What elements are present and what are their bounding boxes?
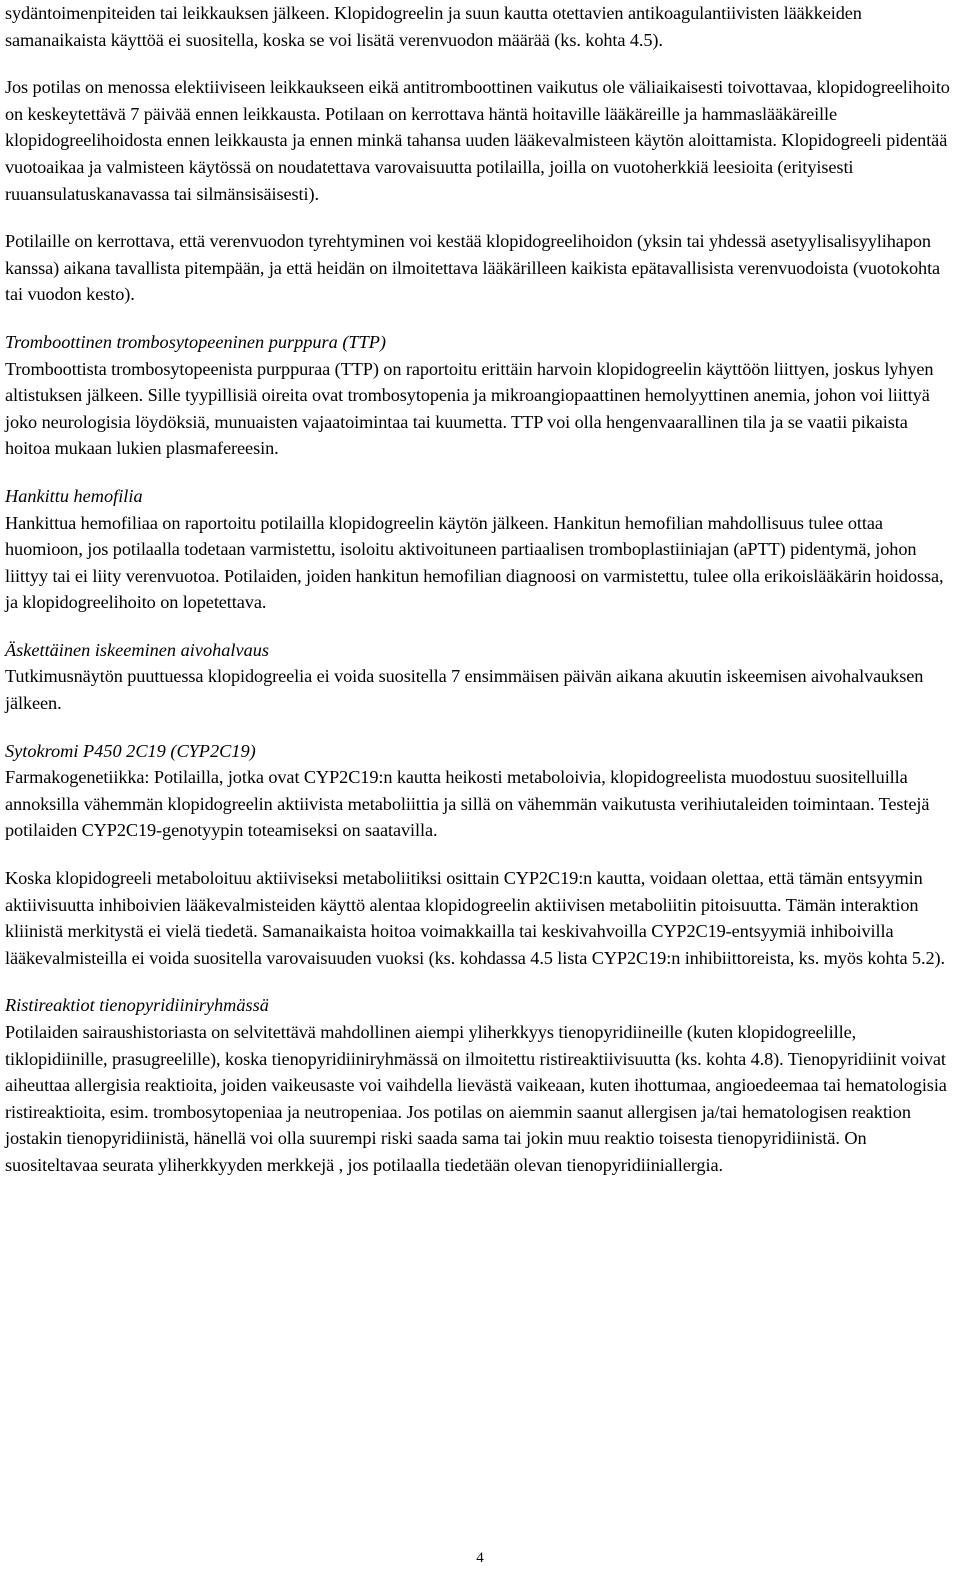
section-cross-reactivity <box>5 992 955 1178</box>
section-body: Tutkimusnäytön puuttuessa klopidogreelia ei voida suositella 7 ensimmäisen päivän aikana akuutin iskeemisen aivohalvauksen jälkeen. <box>5 666 924 714</box>
section-heading: Sytokromi P450 2C19 (CYP2C19) <box>5 740 256 761</box>
section-heading: Hankittu hemofilia <box>5 485 143 506</box>
section-acquired-hemophilia <box>5 483 955 616</box>
section-ttp <box>5 329 955 462</box>
paragraph-bleeding-intro: sydäntoimenpiteiden tai leikkauksen jälkeen. Klopidogreelin ja suun kautta otettavien antikoagulantiivisten lääkkeiden samanaikaista käyttöä ei suositella, koska se voi lisätä verenvuodon määrää (ks. kohta 4.5). <box>5 3 862 50</box>
document-page <box>5 0 955 1200</box>
section-heading: Tromboottinen trombosytopeeninen purppura (TTP) <box>5 331 387 352</box>
section-body: Tromboottista trombosytopeenista purppuraa (TTP) on raportoitu erittäin harvoin klopidogreelin käyttöön liittyen, joskus lyhyen altistuksen jälkeen. Sille tyypillisiä oireita ovat trombosytopenia ja mikroangiopaattinen hemolyyttinen anemia, johon voi liittyä joko neurologisia löydöksiä, munuaisten vajaatoimintaa tai kuumetta. TTP voi olla hengenvaarallinen tila ja se vaatii pikaista hoitoa mukaan lukien plasmafereesin. <box>5 358 934 459</box>
paragraph-elective-surgery: Jos potilas on menossa elektiiviseen leikkaukseen eikä antitromboottinen vaikutus ole väliaikaisesti toivottavaa, klopidogreelihoito on keskeytettävä 7 päivää ennen leikkausta. Potilaan on kerrottava häntä hoitaville lääkäreille ja hammaslääkäreille klopidogreelihoidosta ennen leikkausta ja ennen minkä tahansa uuden lääkevalmisteen käytön aloittamista. Klopidogreeli pidentää vuotoaikaa ja valmisteen käytössä on noudatettava varovaisuutta potilailla, joilla on vuotoherkkiä leesioita (erityisesti ruuansulatuskanavassa tai silmänsisäisesti). <box>5 77 950 204</box>
paragraph-bleeding-duration: Potilaille on kerrottava, että verenvuodon tyrehtyminen voi kestää klopidogreelihoidon (yksin tai yhdessä asetyylisalisyylihapon kanssa) aikana tavallista pitempään, ja että heidän on ilmoitettava lääkärilleen kaikista epätavallisista verenvuodoista (vuotokohta tai vuodon kesto). <box>5 231 941 305</box>
section-heading: Äskettäinen iskeeminen aivohalvaus <box>5 639 269 660</box>
section-body: Farmakogenetiikka: Potilailla, jotka ovat CYP2C19:n kautta heikosti metaboloivia, klopidogreelista muodostuu suositelluilla annoksilla vähemmän klopidogreelin aktiivista metaboliittia ja sillä on vähemmän vaikutusta verihiutaleiden toimintaan. Testejä potilaiden CYP2C19-genotyypin toteamiseksi on saatavilla. <box>5 767 930 841</box>
section-cyp2c19 <box>5 738 955 844</box>
paragraph-cyp2c19-interaction: Koska klopidogreeli metaboloituu aktiiviseksi metaboliitiksi osittain CYP2C19:n kautta, voidaan olettaa, että tämän entsyymin aktiivisuutta inhiboivien lääkevalmisteiden käyttö alentaa klopidogreelin aktiivisen metaboliitin pitoisuutta. Tämän interaktion kliinistä merkitystä ei vielä tiedetä. Samanaikaista hoitoa voimakkailla tai keskivahvoilla CYP2C19-entsyymiä inhiboivilla lääkevalmisteilla ei voida suositella varovaisuuden vuoksi (ks. kohdassa 4.5 lista CYP2C19:n inhibiittoreista, ks. myös kohta 5.2). <box>5 868 945 968</box>
section-recent-stroke <box>5 637 955 717</box>
section-body: Hankittua hemofiliaa on raportoitu potilailla klopidogreelin käytön jälkeen. Hankitun hemofilian mahdollisuus tulee ottaa huomioon, jos potilaalla todetaan varmistettu, isoloitu aktivoituneen partiaalisen tromboplastiiniajan (aPTT) pidentymä, johon liittyy tai ei liity verenvuotoa. Potilaiden, joiden hankitun hemofilian diagnoosi on varmistettu, tulee olla erikoislääkärin hoidossa, ja klopidogreelihoito on lopetettava. <box>5 512 944 613</box>
page-number: 4 <box>476 1550 484 1566</box>
section-body: Potilaiden sairaushistoriasta on selvitettävä mahdollinen aiempi yliherkkyys tienopyridiineille (kuten klopidogreelille, tiklopidiinille, prasugreelille), koska tienopyridiiniryhmässä on ilmoitettu ristireaktiivisuutta (ks. kohta 4.8). Tienopyridiinit voivat aiheuttaa allergisia reaktioita, joiden vaikeusaste voi vaihdella lievästä vaikeaan, kuten ihottumaa, angioedeemaa tai hematologisia ristireaktioita, esim. trombosytopeniaa ja neutropeniaa. Jos potilas on aiemmin saanut allergisen ja/tai hematologisen reaktion jostakin tienopyridiinistä, hänellä voi olla suurempi riski saada sama tai jokin muu reaktio toisesta tienopyridiinistä. On suositeltavaa seurata yliherkkyyden merkkejä , jos potilaalla tiedetään olevan tienopyridiiniallergia. <box>5 1022 947 1175</box>
section-heading: Ristireaktiot tienopyridiiniryhmässä <box>5 995 269 1016</box>
